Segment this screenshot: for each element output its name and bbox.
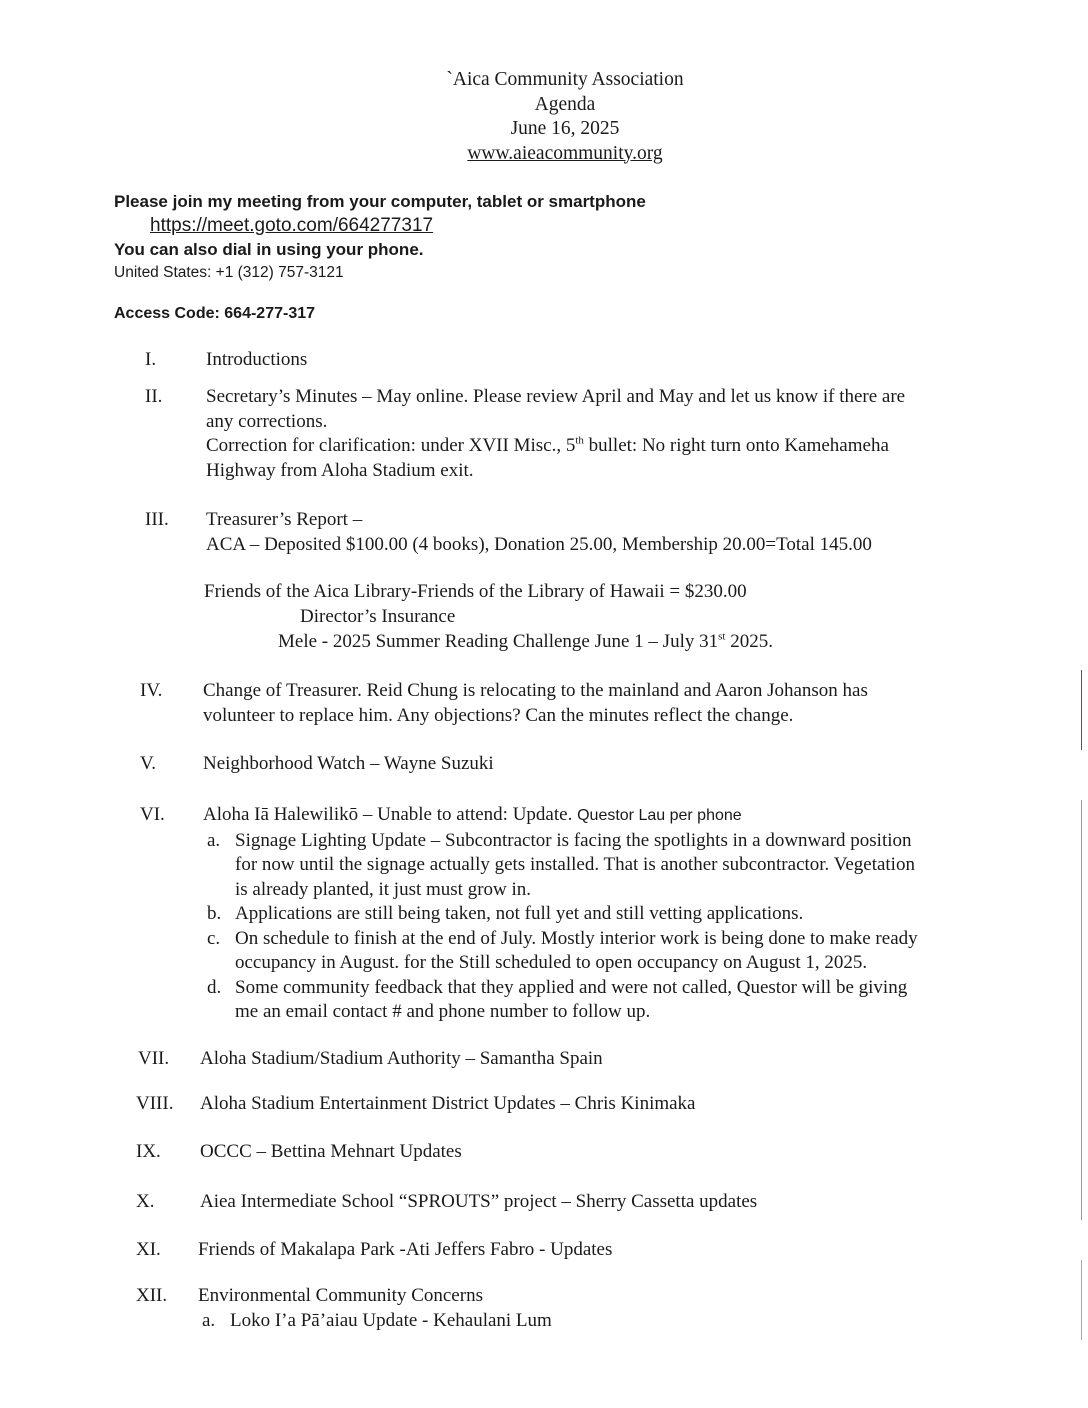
access-code: Access Code: 664-277-317 (114, 305, 316, 322)
item-line: Treasurer’s Report – (206, 509, 363, 530)
item-text: OCCC – Bettina Mehnart Updates (200, 1141, 462, 1162)
item-line-part: bullet: No right turn onto Kamehameha (583, 435, 889, 456)
item-line: volunteer to replace him. Any objections? Can the minutes reflect the change. (203, 704, 794, 726)
item-line: Friends of the Aica Library-Friends of the Library of Hawaii = $230.00 (204, 581, 747, 602)
item-number: XII. (136, 1285, 168, 1306)
item-number: II. (145, 386, 163, 407)
item-line: any corrections. (206, 410, 328, 432)
item-body (206, 385, 1026, 483)
org-name: `Aica Community Association (446, 69, 684, 90)
item-line-part: Correction for clarification: under XVII Misc., 5 (206, 435, 576, 456)
meeting-link[interactable]: https://meet.goto.com/664277317 (150, 215, 434, 236)
item-body (198, 1284, 1018, 1333)
scan-edge-line (1081, 1260, 1083, 1340)
item-line: Secretary’s Minutes – May online. Please review April and May and let us know if there are (206, 386, 906, 407)
item-number: VIII. (136, 1093, 174, 1114)
document-header (0, 68, 1088, 166)
item-number: X. (136, 1191, 155, 1212)
scan-edge-line (1081, 800, 1083, 1220)
item-text: Introductions (206, 349, 308, 370)
item-number: I. (145, 349, 157, 370)
item-line (278, 630, 773, 655)
sub-line: Signage Lighting Update – Subcontractor is facing the spotlights in a downward position (235, 829, 912, 851)
website-link[interactable]: www.aieacommunity.org (467, 142, 663, 164)
item-title-text: Aloha Iā Halewilikō – Unable to attend: Update. (203, 804, 578, 825)
item-text: Neighborhood Watch – Wayne Suzuki (203, 753, 494, 774)
meeting-date: June 16, 2025 (510, 118, 620, 139)
item-body (203, 803, 1023, 1025)
item-line: Highway from Aloha Stadium exit. (206, 459, 474, 481)
item-line: Change of Treasurer. Reid Chung is relocating to the mainland and Aaron Johanson has (203, 680, 868, 701)
sub-letter: c. (207, 927, 221, 949)
sub-item-a (198, 1309, 1018, 1334)
item-number: XI. (136, 1239, 161, 1260)
item-text: Aloha Stadium Entertainment District Updates – Chris Kinimaka (200, 1093, 696, 1114)
sub-line: me an email contact # and phone number to follow up. (235, 1001, 651, 1022)
item-text: Aiea Intermediate School “SPROUTS” project – Sherry Cassetta updates (200, 1191, 758, 1212)
item-title-note: Questor Lau per phone (577, 807, 742, 824)
sub-line: On schedule to finish at the end of July. Mostly interior work is being done to make ready (235, 927, 918, 949)
item-title (203, 803, 1023, 829)
item-number: IX. (136, 1141, 161, 1162)
sub-line: Some community feedback that they applied and were not called, Questor will be giving (235, 976, 908, 998)
item-title: Environmental Community Concerns (198, 1285, 483, 1306)
item-body (203, 679, 1023, 728)
doc-title: Agenda (534, 93, 596, 115)
item-number: VI. (140, 804, 165, 825)
superscript: st (718, 630, 726, 643)
sub-letter: b. (207, 903, 222, 924)
sub-letter: a. (202, 1309, 216, 1331)
item-line-part: 2025. (725, 631, 773, 652)
phone-number: United States: +1 (312) 757-3121 (114, 264, 344, 281)
sub-line: occupancy in August. for the Still scheduled to open occupancy on August 1, 2025. (235, 952, 868, 973)
sub-line: is already planted, it just must grow in. (235, 878, 532, 900)
join-instructions: Please join my meeting from your computer, tablet or smartphone (114, 192, 646, 211)
sub-line: Applications are still being taken, not full yet and still vetting applications. (235, 903, 804, 924)
sub-item-a (203, 829, 1023, 903)
item-line (206, 434, 1026, 459)
dial-instructions: You can also dial in using your phone. (114, 240, 424, 259)
sub-line: Loko I’a Pā’aiau Update - Kehaulani Lum (230, 1309, 552, 1331)
item-number: III. (145, 509, 169, 530)
sub-item-b (203, 902, 1023, 927)
item-text: Friends of Makalapa Park -Ati Jeffers Fabro - Updates (198, 1239, 613, 1260)
item-line: Director’s Insurance (300, 606, 456, 627)
sub-item-d (203, 976, 1023, 1025)
item-number: VII. (138, 1048, 170, 1069)
superscript: th (575, 434, 584, 447)
item-number: V. (140, 753, 157, 774)
sub-letter: d. (207, 976, 222, 998)
sub-line: for now until the signage actually gets installed. That is another subcontractor. Vegetation (235, 854, 915, 875)
item-line: ACA – Deposited $100.00 (4 books), Donation 25.00, Membership 20.00=Total 145.00 (206, 533, 872, 555)
sub-item-c (203, 927, 1023, 976)
sub-letter: a. (207, 829, 221, 851)
item-text: Aloha Stadium/Stadium Authority – Samantha Spain (200, 1048, 603, 1069)
item-number: IV. (140, 680, 163, 701)
meeting-info (114, 190, 646, 284)
item-line-part: Mele - 2025 Summer Reading Challenge June 1 – July 31 (278, 631, 719, 652)
item-body (206, 508, 1026, 557)
scan-edge-line (1081, 670, 1083, 750)
